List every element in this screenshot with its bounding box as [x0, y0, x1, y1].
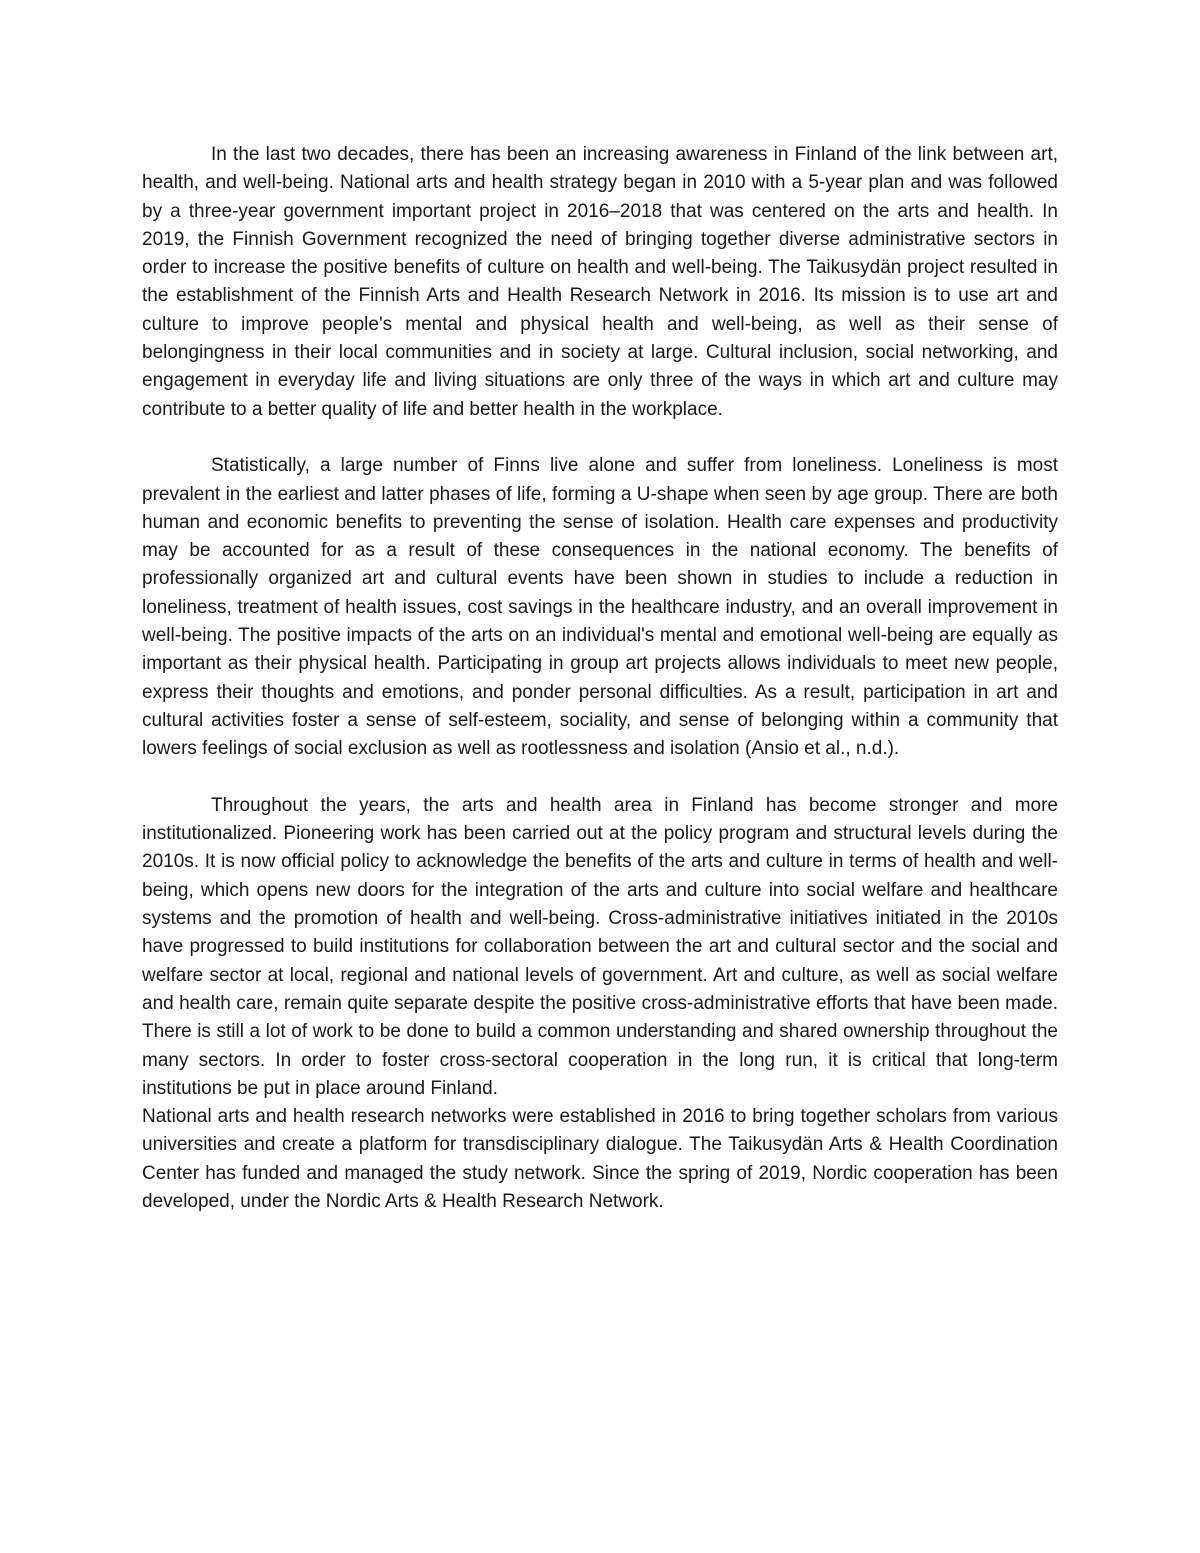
paragraph-arts-health-awareness: In the last two decades, there has been an increasing awareness in Finland of the link between art, health, and well-being. National arts and health strategy began in 2010 with a 5-year plan and was followed by a three-year government important project in 2016–2018 that was centered on the arts and health. In 2019, the Finnish Government recognized the need of bringing together diverse administrative sectors in order to increase the positive benefits of culture on health and well-being. The Taikusydän project resulted in the establishment of the Finnish Arts and Health Research Network in 2016. Its mission is to use art and culture to improve people's mental and physical health and well-being, as well as their sense of belongingness in their local communities and in society at large. Cultural inclusion, social networking, and engagement in everyday life and living situations are only three of the ways in which art and culture may contribute to a better quality of life and better health in the workplace. — [142, 144, 1058, 420]
document-body — [142, 141, 1058, 1216]
paragraph-loneliness: Statistically, a large number of Finns live alone and suffer from loneliness. Loneliness is most prevalent in the earliest and latter phases of life, forming a U-shape when seen by age group. There are both human and economic benefits to preventing the sense of isolation. Health care expenses and productivity may be accounted for as a result of these consequences in the national economy. The benefits of professionally organized art and cultural events have been shown in studies to include a reduction in loneliness, treatment of health issues, cost savings in the healthcare industry, and an overall improvement in well-being. The positive impacts of the arts on an individual's mental and emotional well-being are equally as important as their physical health. Participating in group art projects allows individuals to meet new people, express their thoughts and emotions, and ponder personal difficulties. As a result, participation in art and cultural activities foster a sense of self-esteem, sociality, and sense of belonging within a community that lowers feelings of social exclusion as well as rootlessness and isolation (Ansio et al., n.d.). — [142, 455, 1058, 760]
paragraph-research-networks: National arts and health research networks were established in 2016 to bring together scholars from various universities and create a platform for transdisciplinary dialogue. The Taikusydän Arts & Health Coordination Center has funded and managed the study network. Since the spring of 2019, Nordic cooperation has been developed, under the Nordic Arts & Health Research Network. — [142, 1106, 1058, 1212]
paragraph-institutionalization: Throughout the years, the arts and health area in Finland has become stronger and more institutionalized. Pioneering work has been carried out at the policy program and structural levels during the 2010s. It is now official policy to acknowledge the benefits of the arts and culture in terms of health and well-being, which opens new doors for the integration of the arts and culture into social welfare and healthcare systems and the promotion of health and well-being. Cross-administrative initiatives initiated in the 2010s have progressed to build institutions for collaboration between the art and cultural sector and the social and welfare sector at local, regional and national levels of government. Art and culture, as well as social welfare and health care, remain quite separate despite the positive cross-administrative efforts that have been made. There is still a lot of work to be done to build a common understanding and shared ownership throughout the many sectors. In order to foster cross-sectoral cooperation in the long run, it is critical that long-term institutions be put in place around Finland. — [142, 794, 1058, 1099]
